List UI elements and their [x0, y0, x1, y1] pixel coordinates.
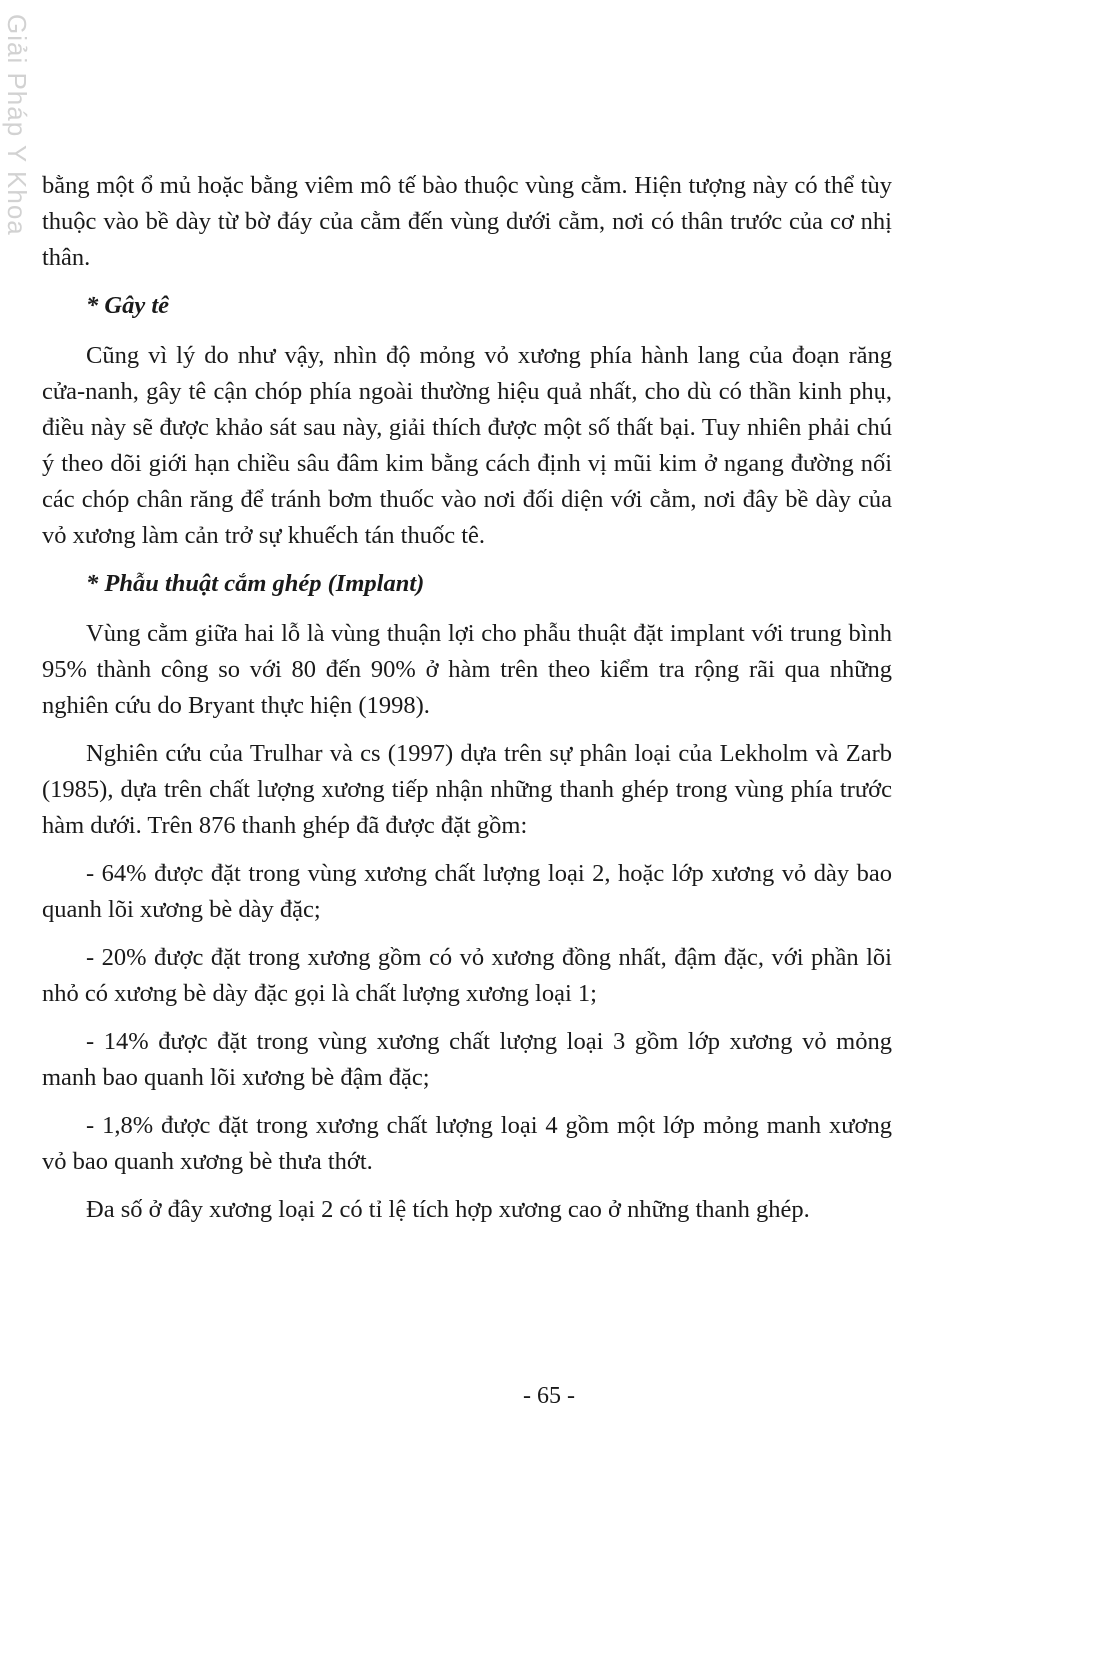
intro-paragraph: bằng một ổ mủ hoặc bằng viêm mô tế bào thuộc vùng cằm. Hiện tượng này có thể tùy thuộc vào bề dày từ bờ đáy của cằm đến vùng dưới cằm, nơi có thân trước của cơ nhị thân.: [42, 172, 892, 271]
list-item: - 64% được đặt trong vùng xương chất lượng loại 2, hoặc lớp xương vỏ dày bao quanh lõi xương bè dày đặc;: [42, 860, 892, 923]
watermark-text: Giải Pháp Y Khoa: [2, 14, 32, 236]
implant-paragraph-1: Vùng cằm giữa hai lỗ là vùng thuận lợi cho phẫu thuật đặt implant với trung bình 95% thành công so với 80 đến 90% ở hàm trên theo kiểm tra rộng rãi qua những nghiên cứu do Bryant thực hiện (1998).: [42, 620, 892, 719]
page-body: [42, 168, 892, 1240]
page-number: - 65 -: [523, 1383, 575, 1409]
anesthesia-paragraph: Cũng vì lý do như vậy, nhìn độ mỏng vỏ xương phía hành lang của đoạn răng cửa-nanh, gây tê cận chóp phía ngoài thường hiệu quả nhất, cho dù có thần kinh phụ, điều này sẽ được khảo sát sau này, giải thích được một số thất bại. Tuy nhiên phải chú ý theo dõi giới hạn chiều sâu đâm kim bằng cách định vị mũi kim ở ngang đường nối các chóp chân răng để tránh bơm thuốc vào nơi đối diện với cằm, nơi đây bề dày của vỏ xương làm cản trở sự khuếch tán thuốc tê.: [42, 342, 892, 549]
list-item: - 20% được đặt trong xương gồm có vỏ xương đồng nhất, đậm đặc, với phần lõi nhỏ có xương bè dày đặc gọi là chất lượng xương loại 1;: [42, 944, 892, 1007]
list-item: - 14% được đặt trong vùng xương chất lượng loại 3 gồm lớp xương vỏ mỏng manh bao quanh lõi xương bè đậm đặc;: [42, 1028, 892, 1091]
section-heading-implant: * Phẫu thuật cắm ghép (Implant): [86, 570, 425, 597]
conclusion-paragraph: Đa số ở đây xương loại 2 có tỉ lệ tích hợp xương cao ở những thanh ghép.: [86, 1196, 810, 1223]
implant-paragraph-2: Nghiên cứu của Trulhar và cs (1997) dựa trên sự phân loại của Lekholm và Zarb (1985), dựa trên chất lượng xương tiếp nhận những thanh ghép trong vùng phía trước hàm dưới. Trên 876 thanh ghép đã được đặt gồm:: [42, 740, 892, 839]
list-item: - 1,8% được đặt trong xương chất lượng loại 4 gồm một lớp mỏng manh xương vỏ bao quanh xương bè thưa thớt.: [42, 1112, 892, 1175]
section-heading-anesthesia: * Gây tê: [86, 292, 169, 319]
